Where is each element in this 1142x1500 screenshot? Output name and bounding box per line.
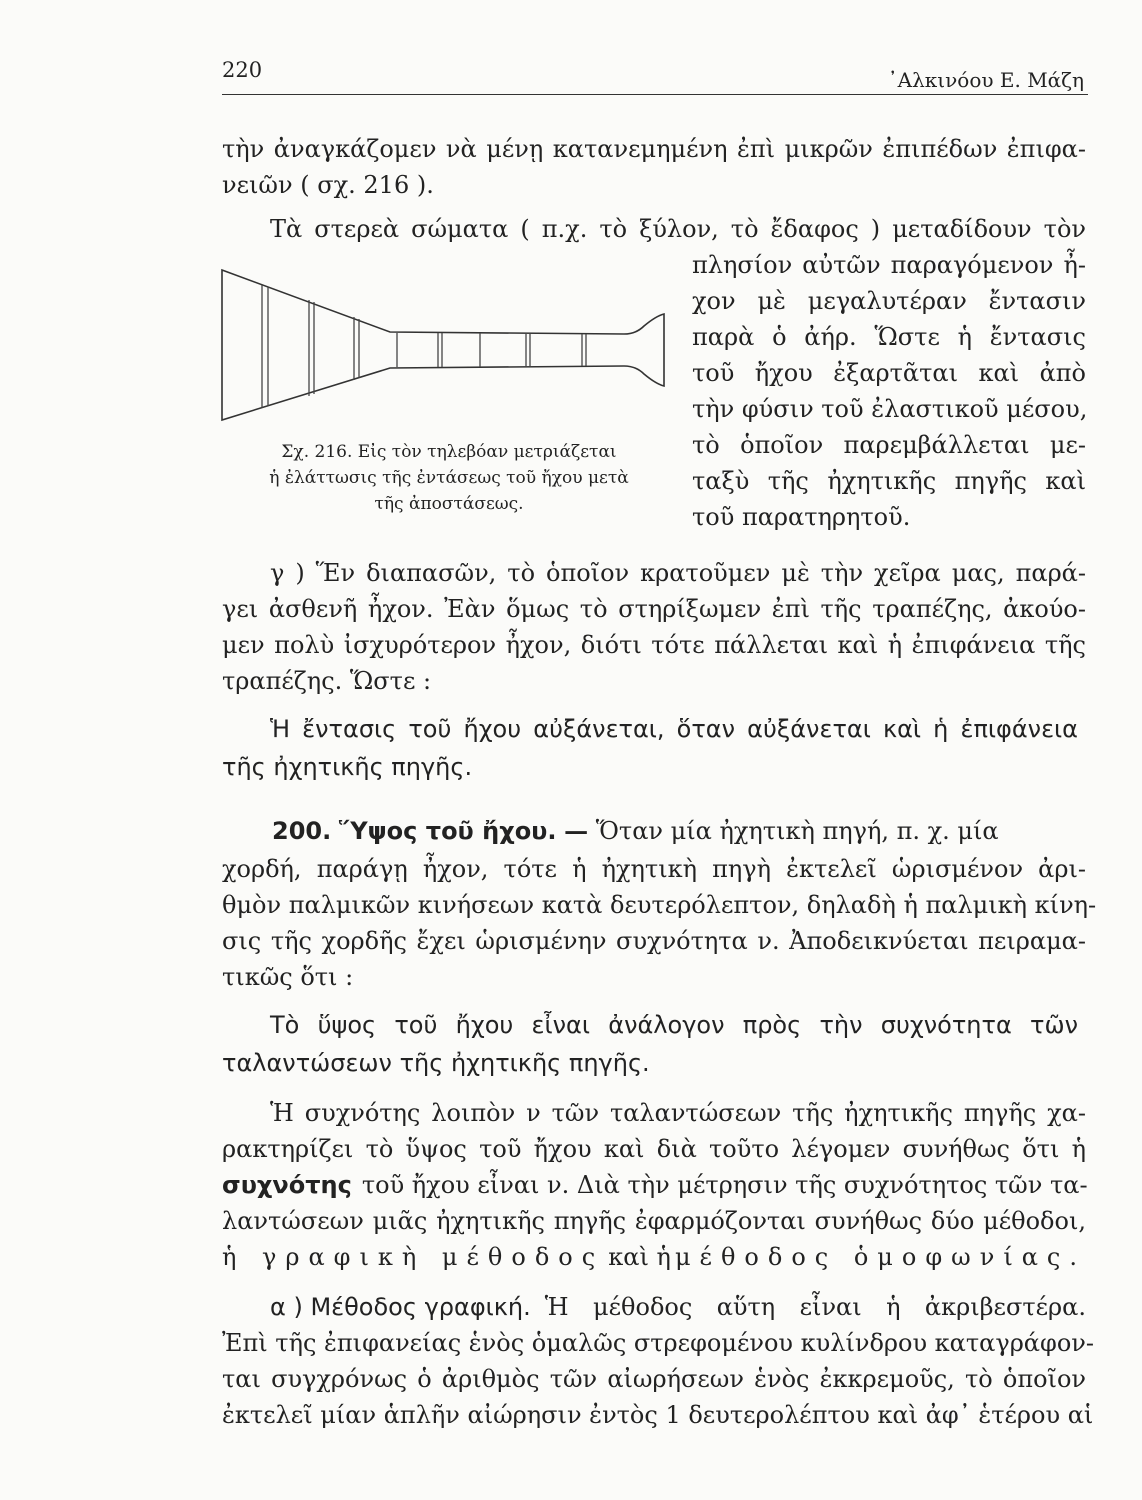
text-line: χορδή, παράγῃ ἦχον, τότε ἡ ἠχητικὴ πηγὴ ἐκτελεῖ ὡρισμένον ἀρι- (222, 855, 1086, 883)
text-line (222, 1168, 1086, 1202)
figure-caption-line: ἡ ἐλάττωσις τῆς ἐντάσεως τοῦ ἤχου μετὰ (269, 468, 629, 488)
text-line: Ἡ συχνότης λοιπὸν ν τῶν ταλαντώσεων τῆς ἠχητικῆς πηγῆς χα- (270, 1099, 1086, 1127)
text-line: Τὰ στερεὰ σώματα ( π.χ. τὸ ξύλον, τὸ ἔδαφος ) μεταδίδουν τὸν (270, 215, 1086, 243)
text-line: γ ) Ἕν διαπασῶν, τὸ ὁποῖον κρατοῦμεν μὲ τὴν χεῖρα μας, παρά- (270, 559, 1086, 587)
running-head: ᾿Αλκινόου Ε. Μάζη (887, 68, 1084, 92)
page-header (222, 58, 1088, 95)
text-line: γει ἀσθενῆ ἦχον. Ἐὰν ὅμως τὸ στηρίξωμεν ἐπὶ τῆς τραπέζης, ἀκούο- (222, 595, 1086, 623)
text-line: ταξὺ τῆς ἠχητικῆς πηγῆς καὶ (692, 467, 1086, 495)
page-number: 220 (222, 58, 263, 82)
text-line: λαντώσεων μιᾶς ἠχητικῆς πηγῆς ἐφαρμόζονται συνήθως δύο μέθοδοι, (222, 1207, 1086, 1235)
text-line (222, 1240, 1086, 1274)
section-dash: — (564, 816, 589, 845)
spaced-term: μέθοδος ὁμοφωνίας. (674, 1243, 1086, 1271)
text-line (270, 1290, 1086, 1324)
rule-line: ταλαντώσεων τῆς ἠχητικῆς πηγῆς. (222, 1049, 650, 1077)
section-number: 200. (272, 817, 332, 845)
megaphone-figure (214, 262, 674, 432)
text-span: καὶ ἡ (608, 1243, 671, 1271)
text-line: Ἐπὶ τῆς ἐπιφανείας ἑνὸς ὁμαλῶς στρεφομένου κυλίνδρου καταγράφον- (222, 1329, 1094, 1357)
text-line: σις τῆς χορδῆς ἔχει ὡρισμένην συχνότητα ν. Ἀποδεικνύεται πειραμα- (222, 927, 1086, 955)
method-label: α ) Μέθοδος γραφική. (270, 1293, 531, 1321)
rule-line: τῆς ἠχητικῆς πηγῆς. (222, 753, 473, 781)
text-line: τὴν φύσιν τοῦ ἐλαστικοῦ μέσου, (692, 395, 1088, 423)
section-title: Ὕψος τοῦ ἤχου. (338, 817, 557, 845)
text-line: παρὰ ὁ ἀήρ. Ὥστε ἡ ἔντασις (692, 323, 1086, 351)
text-line: ται συγχρόνως ὁ ἀριθμὸς τῶν αἰωρήσεων ἑνὸς ἐκκρεμοῦς, τὸ ὁποῖον (222, 1365, 1086, 1393)
rule-line: Τὸ ὕψος τοῦ ἤχου εἶναι ἀνάλογον πρὸς τὴν συχνότητα τῶν (270, 1011, 1078, 1039)
text-line: πλησίον αὐτῶν παραγόμενον ἦ- (692, 251, 1086, 279)
text-span: Ἡ μέθοδος αὕτη εἶναι ἡ ἀκριβεστέρα. (544, 1293, 1086, 1321)
text-line: ρακτηρίζει τὸ ὕψος τοῦ ἤχου καὶ διὰ τοῦτο λέγομεν συνήθως ὅτι ἡ (222, 1135, 1086, 1163)
text-span: τοῦ ἤχου εἶναι ν. Διὰ τὴν μέτρησιν τῆς συχνότητος τῶν τα- (361, 1171, 1088, 1199)
text-line: χον μὲ μεγαλυτέραν ἔντασιν (692, 287, 1086, 315)
spaced-term: ἡ γραφικὴ μέθοδος (222, 1243, 605, 1271)
section-heading-line (272, 814, 1088, 848)
text-line: τικῶς ὅτι : (222, 963, 354, 991)
text-line: τὸ ὁποῖον παρεμβάλλεται με- (692, 431, 1086, 459)
rule-line: Ἡ ἔντασις τοῦ ἤχου αὐξάνεται, ὅταν αὐξάνεται καὶ ἡ ἐπιφάνεια (270, 715, 1078, 743)
figure-caption-line: Σχ. 216. Εἰς τὸν τηλεβόαν μετριάζεται (281, 442, 617, 462)
text-line: τοῦ ἤχου ἐξαρτᾶται καὶ ἀπὸ (692, 359, 1086, 387)
text-line: ἐκτελεῖ μίαν ἁπλῆν αἰώρησιν ἐντὸς 1 δευτερολέπτου καὶ ἀφ᾿ ἑτέρου αἱ (222, 1401, 1094, 1429)
text-line: τὴν ἀναγκάζομεν νὰ μένῃ κατανεμημένη ἐπὶ μικρῶν ἐπιπέδων ἐπιφα- (222, 135, 1086, 163)
text-line: τραπέζης. Ὥστε : (222, 667, 432, 695)
text-line: μεν πολὺ ἰσχυρότερον ἦχον, διότι τότε πάλλεται καὶ ἡ ἐπιφάνεια τῆς (222, 631, 1086, 659)
text-line: θμὸν παλμικῶν κινήσεων κατὰ δευτερόλεπτον, δηλαδὴ ἡ παλμικὴ κίνη- (222, 891, 1097, 919)
section-first-line-text: Ὅταν μία ἠχητικὴ πηγή, π. χ. μία (595, 817, 999, 845)
text-line: τοῦ παρατηρητοῦ. (692, 503, 911, 531)
figure-caption-line: τῆς ἀποστάσεως. (374, 494, 524, 514)
bold-term: συχνότης (222, 1171, 352, 1199)
text-line: νειῶν ( σχ. 216 ). (222, 171, 434, 199)
